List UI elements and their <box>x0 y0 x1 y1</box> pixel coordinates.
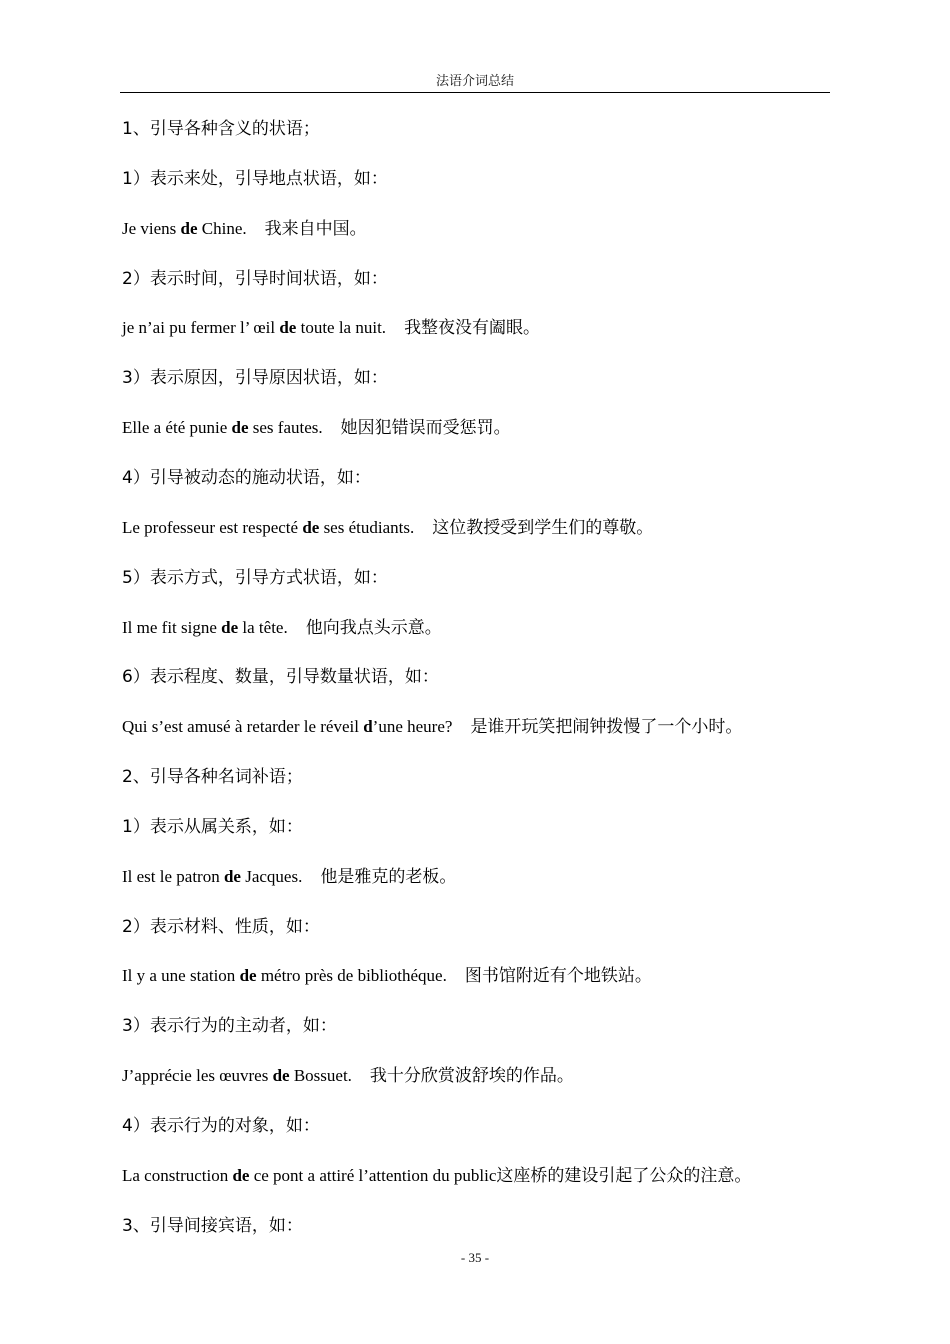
chinese-translation: 我整夜没有阖眼。 <box>404 318 541 338</box>
french-text-pre: Il est le patron <box>122 867 224 886</box>
french-text-post: Bossuet. <box>289 1066 352 1085</box>
example-sentence <box>122 1164 842 1188</box>
running-header: 法语介词总结 <box>435 74 514 89</box>
french-text-pre: Il y a une station <box>122 966 240 985</box>
chinese-translation: 她因犯错误而受惩罚。 <box>340 418 511 438</box>
section-heading: 1、引导各种含义的状语； <box>122 119 320 139</box>
french-text-post: toute la nuit. <box>296 318 387 337</box>
example-sentence <box>122 516 842 540</box>
chinese-translation: 图书馆附近有个地铁站。 <box>464 966 652 986</box>
preposition-highlight: de <box>272 1066 290 1085</box>
french-example <box>122 867 302 886</box>
french-example <box>122 518 414 537</box>
section-heading: 3）表示行为的主动者，如： <box>122 1016 337 1036</box>
section-heading: 2）表示材料、性质，如： <box>122 917 320 937</box>
french-text-pre: Il me fit signe <box>122 618 222 637</box>
french-example <box>122 418 323 437</box>
section-heading: 1）表示从属关系，如： <box>122 817 303 837</box>
example-sentence <box>122 865 842 889</box>
french-example <box>122 618 288 637</box>
french-example <box>122 966 447 985</box>
french-example <box>122 1166 496 1185</box>
example-sentence <box>122 616 842 640</box>
preposition-highlight: de <box>180 219 198 238</box>
preposition-highlight: de <box>279 318 297 337</box>
french-example <box>122 219 247 238</box>
french-text-post: Chine. <box>197 219 247 238</box>
section-heading: 3、引导间接宾语，如： <box>122 1216 303 1236</box>
french-example <box>122 717 452 736</box>
french-text-post: ses fautes. <box>248 418 323 437</box>
section-heading: 3）表示原因，引导原因状语，如： <box>122 368 388 388</box>
french-text-pre: je n’ai pu fermer l’ œil <box>122 318 280 337</box>
french-text-post: ses étudiants. <box>319 518 415 537</box>
french-text-post: Jacques. <box>240 867 303 886</box>
section-heading: 1）表示来处，引导地点状语，如： <box>122 169 388 189</box>
chinese-translation: 我十分欣赏波舒埃的作品。 <box>369 1066 574 1086</box>
french-text-pre: Qui s’est amusé à retarder le réveil <box>122 717 364 736</box>
example-sentence <box>122 217 842 241</box>
preposition-highlight: d <box>363 717 373 736</box>
section-heading: 6）表示程度、数量，引导数量状语，如： <box>122 667 439 687</box>
section-heading: 5）表示方式，引导方式状语，如： <box>122 568 388 588</box>
chinese-translation: 我来自中国。 <box>264 219 367 239</box>
example-sentence <box>122 416 842 440</box>
chinese-translation: 这位教授受到学生们的尊敬。 <box>432 518 654 538</box>
french-example <box>122 318 386 337</box>
section-heading: 2）表示时间，引导时间状语，如： <box>122 269 388 289</box>
preposition-highlight: de <box>232 1166 250 1185</box>
section-heading: 4）引导被动态的施动状语，如： <box>122 468 371 488</box>
example-sentence <box>122 1064 842 1088</box>
example-sentence <box>122 964 842 988</box>
page-number: - 35 - <box>460 1250 490 1265</box>
header-rule <box>120 92 830 93</box>
example-sentence <box>122 715 842 739</box>
preposition-highlight: de <box>221 618 239 637</box>
preposition-highlight: de <box>302 518 320 537</box>
chinese-translation: 是谁开玩笑把闹钟拨慢了一个小时。 <box>470 717 743 737</box>
preposition-highlight: de <box>239 966 257 985</box>
french-text-pre: La construction <box>122 1166 233 1185</box>
french-example <box>122 1066 352 1085</box>
section-heading: 4）表示行为的对象，如： <box>122 1116 320 1136</box>
french-text-pre: Je viens <box>122 219 181 238</box>
preposition-highlight: de <box>231 418 249 437</box>
french-text-post: ce pont a attiré l’attention du public <box>249 1166 497 1185</box>
chinese-translation: 他向我点头示意。 <box>305 618 442 638</box>
french-text-post: métro près de bibliothéque. <box>256 966 447 985</box>
chinese-translation: 他是雅克的老板。 <box>320 867 457 887</box>
example-sentence <box>122 316 842 340</box>
french-text-pre: J’apprécie les œuvres <box>122 1066 273 1085</box>
french-text-pre: Elle a été punie <box>122 418 232 437</box>
french-text-pre: Le professeur est respecté <box>122 518 303 537</box>
french-text-post: ’une heure? <box>372 717 453 736</box>
preposition-highlight: de <box>223 867 241 886</box>
section-heading: 2、引导各种名词补语； <box>122 767 303 787</box>
chinese-translation: 这座桥的建设引起了公众的注意。 <box>496 1166 752 1186</box>
french-text-post: la tête. <box>238 618 288 637</box>
